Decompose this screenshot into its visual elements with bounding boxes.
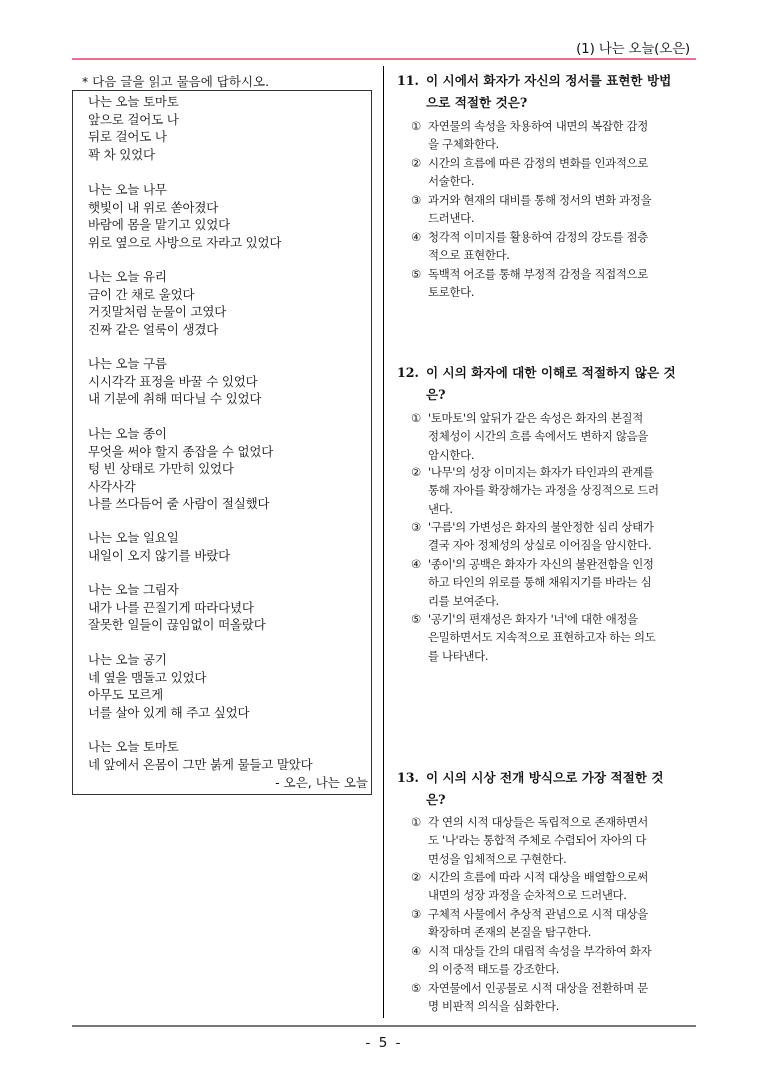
poem-line: 무엇을 써야 할지 종잡을 수 없었다 xyxy=(88,443,274,459)
question-stem-line: 이 시에서 화자가 자신의 정서를 표현한 방법 xyxy=(426,73,672,88)
poem-line: 나는 오늘 그림자 xyxy=(88,582,179,597)
option-marker: ② xyxy=(411,156,421,170)
option-marker: ① xyxy=(411,815,421,829)
option-marker: ② xyxy=(411,870,421,884)
poem-line: 나를 쓰다듬어 줄 사람이 절실했다 xyxy=(88,496,270,512)
option-text-line: 청각적 이미지를 활용하여 감정의 강도를 점층 xyxy=(428,230,648,244)
option-text-line: '종이'의 공백은 화자가 자신의 불완전함을 인정 xyxy=(428,557,654,571)
poem-line: 나는 오늘 토마토 xyxy=(88,739,179,754)
poem-line: 사각사각 xyxy=(88,478,136,494)
question-12-stem xyxy=(397,362,697,406)
poem-line: 뒤로 걸어도 나 xyxy=(88,129,167,145)
question-11-option-5[interactable] xyxy=(411,265,697,302)
poem-line: 나는 오늘 토마토 xyxy=(88,94,179,109)
question-stem-line: 이 시의 화자에 대한 이해로 적절하지 않은 것 xyxy=(426,365,676,380)
poem-stanza xyxy=(88,581,266,634)
poem-line: 거짓말처럼 눈물이 고였다 xyxy=(88,304,227,320)
option-text-line: 명 비판적 의식을 심화한다. xyxy=(428,999,560,1014)
option-text-line: 각 연의 시적 대상들은 독립적으로 존재하면서 xyxy=(428,815,648,829)
option-marker: ③ xyxy=(411,193,421,207)
poem-line: 금이 간 채로 울었다 xyxy=(88,286,195,302)
poem-line: 나는 오늘 일요일 xyxy=(88,530,179,545)
option-text-line: 시간의 흐름에 따라 시적 대상을 배열함으로써 xyxy=(428,870,648,884)
poem-line: 아무도 모르게 xyxy=(88,687,164,703)
question-13-option-1[interactable] xyxy=(411,813,697,868)
question-13-stem xyxy=(397,767,697,811)
poem-line: 네 앞에서 온몸이 그만 붉게 물들고 말았다 xyxy=(88,756,313,772)
option-text-line: 구체적 사물에서 추상적 관념으로 시적 대상을 xyxy=(428,907,648,921)
option-marker: ④ xyxy=(411,230,421,244)
question-number: 13. xyxy=(397,770,419,785)
poem-source: - 오은, 나는 오늘 xyxy=(275,775,368,790)
poem-line: 너를 살아 있게 해 주고 싶었다 xyxy=(88,704,250,720)
poem-stanza xyxy=(88,651,249,721)
option-marker: ⑤ xyxy=(411,981,421,995)
question-stem-line: 은? xyxy=(426,387,446,402)
question-number: 12. xyxy=(397,365,419,380)
option-marker: ① xyxy=(411,119,421,133)
question-11-option-1[interactable] xyxy=(411,117,697,154)
option-text-line: 을 구체화한다. xyxy=(428,137,499,152)
option-text-line: 서술한다. xyxy=(428,174,475,189)
poem-line: 위로 옆으로 사방으로 자라고 있었다 xyxy=(88,234,282,250)
question-11-stem xyxy=(397,70,697,114)
page-number: - 5 - xyxy=(365,1035,403,1051)
question-12-option-2[interactable] xyxy=(411,463,697,518)
poem-stanza xyxy=(88,738,313,773)
option-text-line: 면성을 입체적으로 구현한다. xyxy=(428,851,567,866)
option-text-line: 내면의 성장 과정을 순차적으로 드러낸다. xyxy=(428,888,627,903)
question-stem-line: 이 시의 시상 전개 방식으로 가장 적절한 것 xyxy=(426,770,664,785)
question-13-option-4[interactable] xyxy=(411,942,697,979)
option-text-line: 은밀하면서도 지속적으로 표현하고자 하는 의도 xyxy=(428,630,656,645)
poem-line: 나는 오늘 종이 xyxy=(88,426,167,441)
page-header-title: (1) 나는 오늘(오은) xyxy=(576,41,690,57)
poem-line: 나는 오늘 공기 xyxy=(88,652,167,667)
option-text-line: 시적 대상들 간의 대립적 속성을 부각하여 화자 xyxy=(428,944,652,958)
option-text-line: 를 나타낸다. xyxy=(428,648,489,663)
header-divider xyxy=(72,58,696,60)
option-text-line: 독백적 어조를 통해 부정적 감정을 직접적으로 xyxy=(428,267,648,281)
option-text-line: 통해 자아를 확장해가는 과정을 상징적으로 드러 xyxy=(428,483,659,498)
option-text-line: 적으로 표현한다. xyxy=(428,248,510,263)
question-13-option-3[interactable] xyxy=(411,905,697,942)
option-text-line: 암시한다. xyxy=(428,447,475,462)
poem-line: 내일이 오지 않기를 바랐다 xyxy=(88,547,230,563)
option-text-line: 토로한다. xyxy=(428,285,475,300)
poem-stanza xyxy=(88,181,281,251)
question-13-option-2[interactable] xyxy=(411,868,697,905)
option-text-line: 하고 타인의 위로를 통해 채워지기를 바라는 심 xyxy=(428,575,652,590)
poem-line: 햇빛이 내 위로 쏟아졌다 xyxy=(88,199,219,215)
option-text-line: 자연물에서 인공물로 시적 대상을 전환하며 문 xyxy=(428,981,648,995)
question-number: 11. xyxy=(397,73,419,88)
poem-line: 텅 빈 상태로 가만히 있었다 xyxy=(88,461,234,477)
instruction-text: * 다음 글을 읽고 물음에 답하시오. xyxy=(82,74,270,89)
poem-line: 꽉 차 있었다 xyxy=(88,146,155,162)
option-text-line: 리를 보여준다. xyxy=(428,593,499,608)
poem-line: 나는 오늘 구름 xyxy=(88,356,167,371)
option-text-line: '나무'의 성장 이미지는 화자가 타인과의 관계를 xyxy=(428,465,654,479)
poem-line: 바람에 몸을 맡기고 있었다 xyxy=(88,217,230,233)
option-marker: ⑤ xyxy=(411,267,421,281)
option-marker: ⑤ xyxy=(411,612,421,626)
option-marker: ③ xyxy=(411,520,421,534)
poem-line: 내 기분에 취해 떠다닐 수 있었다 xyxy=(88,391,262,407)
option-text-line: 정체성이 시간의 흐름 속에서도 변하지 않음을 xyxy=(428,429,648,444)
poem-stanza xyxy=(88,93,179,163)
poem-line: 시시각각 표정을 바꿀 수 있었다 xyxy=(88,373,258,389)
option-marker: ④ xyxy=(411,944,421,958)
option-text-line: 과거와 현재의 대비를 통해 정서의 변화 과정을 xyxy=(428,193,652,207)
question-11-option-2[interactable] xyxy=(411,154,697,191)
poem-line: 나는 오늘 나무 xyxy=(88,182,167,197)
poem-line: 네 옆을 맴돌고 있었다 xyxy=(88,669,207,685)
question-stem-line: 으로 적절한 것은? xyxy=(426,95,528,110)
option-marker: ② xyxy=(411,465,421,479)
question-11-option-4[interactable] xyxy=(411,228,697,265)
poem-line: 나는 오늘 유리 xyxy=(88,269,167,284)
option-text-line: 자연물의 속성을 차용하여 내면의 복잡한 감정 xyxy=(428,119,648,133)
question-12-option-5[interactable] xyxy=(411,610,697,665)
poem-line: 잘못한 일들이 끊임없이 떠올랐다 xyxy=(88,617,266,633)
question-12-option-3[interactable] xyxy=(411,518,697,555)
option-text-line: 시간의 흐름에 따른 감정의 변화를 인과적으로 xyxy=(428,156,648,170)
option-marker: ④ xyxy=(411,557,421,571)
option-text-line: 드러낸다. xyxy=(428,211,475,226)
option-marker: ③ xyxy=(411,907,421,921)
option-marker: ① xyxy=(411,411,421,425)
option-text-line: 도 '나'라는 통합적 주체로 수렴되어 자아의 다 xyxy=(428,833,647,848)
option-text-line: '토마토'의 앞뒤가 같은 속성은 화자의 본질적 xyxy=(428,411,643,425)
poem-stanza xyxy=(88,529,230,564)
option-text-line: 확장하며 존재의 본질을 탐구한다. xyxy=(428,925,592,940)
question-13-option-5[interactable] xyxy=(411,979,697,1016)
option-text-line: 의 이중적 태도를 강조한다. xyxy=(428,962,560,977)
poem-stanza xyxy=(88,355,261,408)
question-12-option-1[interactable] xyxy=(411,409,697,464)
poem-stanza xyxy=(88,268,226,338)
question-11-option-3[interactable] xyxy=(411,191,697,228)
option-text-line: '공기'의 편재성은 화자가 '너'에 대한 애정을 xyxy=(428,612,638,626)
footer-divider xyxy=(72,1025,696,1027)
poem-stanza xyxy=(88,425,273,513)
question-stem-line: 은? xyxy=(426,792,446,807)
poem-line: 앞으로 걸어도 나 xyxy=(88,111,179,127)
question-12-option-4[interactable] xyxy=(411,555,697,610)
option-text-line: '구름'의 가변성은 화자의 불안정한 심리 상태가 xyxy=(428,520,654,534)
column-divider xyxy=(383,66,384,1018)
option-text-line: 결국 자아 정체성의 상실로 이어짐을 암시한다. xyxy=(428,538,652,553)
poem-line: 진짜 같은 얼룩이 생겼다 xyxy=(88,321,219,337)
poem-line: 내가 나를 끈질기게 따라다녔다 xyxy=(88,599,254,615)
option-text-line: 낸다. xyxy=(428,501,453,516)
